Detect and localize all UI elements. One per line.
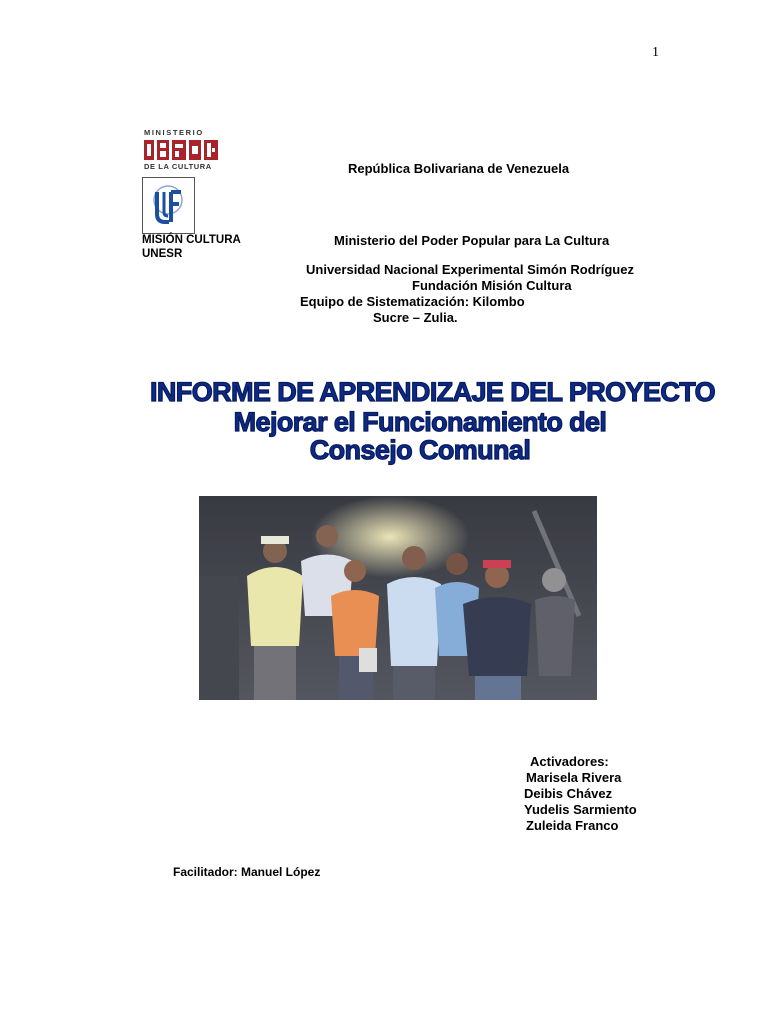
activator-name: Zuleida Franco [526,818,619,833]
republic-heading: República Bolivariana de Venezuela [348,161,570,176]
report-title-line3: Consejo Comunal [309,435,531,465]
unesr-label: UNESR [142,248,183,260]
report-title-line2: Mejorar el Funcionamiento del [233,407,607,437]
activator-name: Marisela Rivera [526,770,622,785]
activators-label: Activadores: [530,754,609,769]
ministry-logo-top-text: MINISTERIO [144,128,204,137]
facilitator-line: Facilitador: Manuel López [173,865,321,879]
mision-cultura-label: MISIÓN CULTURA [142,234,241,246]
page-number: 1 [652,45,659,60]
report-title-line1: INFORME DE APRENDIZAJE DEL PROYECTO [150,377,716,407]
university-heading: Universidad Nacional Experimental Simón Rodríguez [306,262,634,277]
activator-name: Yudelis Sarmiento [524,802,637,817]
unesr-logo [142,177,195,234]
group-photo-icon [199,496,597,700]
unesr-emblem-icon [143,178,194,233]
ministry-heading: Ministerio del Poder Popular para La Cultura [334,233,610,248]
ministry-logo-bottom-text: DE LA CULTURA [144,162,212,171]
team-heading: Equipo de Sistematización: Kilombo [300,294,525,309]
foundation-heading: Fundación Misión Cultura [412,278,572,293]
ministry-logo [143,128,223,172]
ministry-emblem-icon [143,138,219,164]
location-heading: Sucre – Zulia. [373,310,458,325]
group-photo [199,496,597,700]
activator-name: Deibis Chávez [524,786,613,801]
